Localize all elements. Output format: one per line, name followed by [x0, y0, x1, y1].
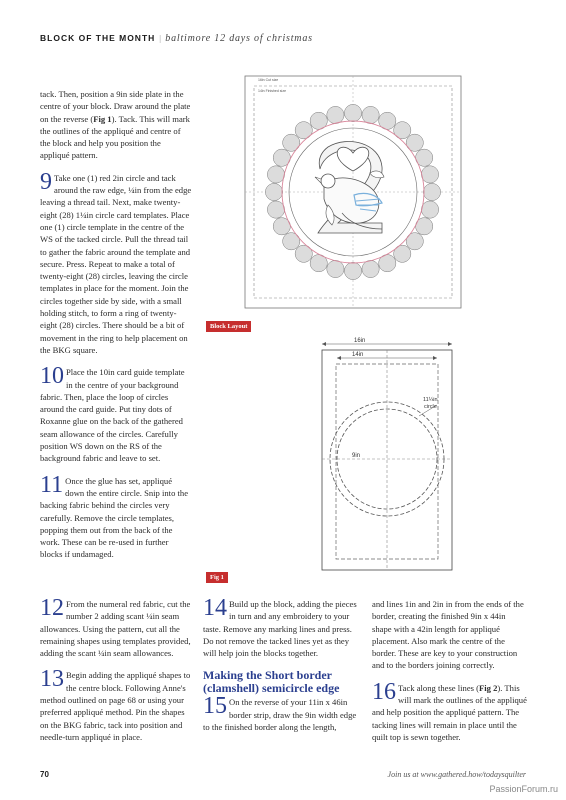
dim-16in: 16in	[354, 338, 366, 344]
step-text: Place the 10in card guide template in the centre of your background fabric. Then, place the loop of circles around the card guide. Put tiny dots of Roxanne glue on the back of the gathered seam allowance of the circles. Carefully position WS down on the RS of the background fabric and leave to set.	[40, 367, 185, 464]
ring-circle	[406, 233, 423, 250]
ring-circle	[327, 260, 344, 277]
step-number: 11	[40, 471, 64, 498]
step-text: From the numeral red fabric, cut the number 2 adding scant ¼in seam allowances. Using the pattern, cut all the remaining shapes using templates provided, adding the scant ¼in seam allowances.	[40, 599, 191, 659]
step-13	[40, 666, 192, 743]
cut-size-label: 16in Cut size	[258, 78, 279, 82]
step-number: 12	[40, 595, 64, 621]
step-14	[203, 595, 358, 659]
step-text: Once the glue has set, appliqué down the entire circle. Snip into the backing fabric behind the circles very carefully. Remove the circle templates, popping them out from the back of the work. These can be re-used in further blocks if undamaged.	[40, 475, 189, 560]
step-number: 9	[40, 168, 52, 195]
ring-circle	[362, 106, 379, 123]
ring-circle	[344, 262, 361, 279]
fig1-label: Fig 1	[206, 572, 228, 583]
page-footer	[40, 770, 526, 779]
left-column-bottom	[40, 595, 192, 753]
step-text: On the reverse of your 11in x 46in border strip, draw the 9in width edge to the finished border along the length,	[203, 697, 357, 733]
ring-circle	[267, 166, 284, 183]
page-number: 70	[40, 770, 49, 779]
step-number: 13	[40, 666, 64, 693]
ring-circle	[394, 122, 411, 139]
footer-url: Join us at www.gathered.how/todaysquilter	[387, 770, 526, 779]
ring-circle	[344, 104, 361, 121]
ring-circle	[406, 134, 423, 151]
step-number: 14	[203, 595, 227, 621]
ring-circle	[295, 245, 312, 262]
intro-paragraph: tack. Then, position a 9in side plate in the centre of your block. Draw around the plate on the reverse (Fig 1). Tack. This will mark the outlines of the appliqué and centre of the block and help you position the appliqué pattern.	[40, 89, 191, 161]
ring-circle	[421, 166, 438, 183]
step-text: Take one (1) red 2in circle and tack around the raw edge, ¼in from the edge leaving a thread tail. Next, make twenty-eight (28) 1¼in circle card templates. Place one (1) circle template in the centre of the WS of the tacked circle. Pull the thread tail to gather the fabric around the template and secure. Press. Repeat to make a total of twenty-eight (28) circles, leaving the circle templates in place for the moment. Join the circles together side by side, with a small holding stitch, to form a ring of twenty-eight (28) circles. There should be a bit of movement in the ring to help placement on the BKG square.	[40, 172, 192, 355]
ring-circle	[283, 134, 300, 151]
left-column	[40, 88, 192, 571]
step-11	[40, 471, 192, 561]
header-subtitle: baltimore 12 days of christmas	[165, 33, 313, 44]
step-number: 15	[203, 693, 227, 720]
ring-circle	[421, 201, 438, 218]
section-title: BLOCK OF THE MONTH	[40, 33, 156, 43]
right-column	[372, 598, 527, 753]
page-header	[40, 33, 526, 49]
fig1-diagram	[292, 334, 472, 574]
dim-circle-a: 11¼in	[423, 397, 438, 403]
dim-9in: 9in	[352, 453, 361, 459]
watermark: PassionForum.ru	[489, 784, 558, 794]
fig2-ref: Fig 2	[479, 682, 498, 693]
dim-14in: 14in	[352, 352, 364, 358]
fig1-ref: Fig 1	[93, 113, 112, 124]
section-heading: Making the Short border (clamshell) semicircle edge	[203, 668, 340, 695]
step-text: Build up the block, adding the pieces in turn and any embroidery to your taste. Remove any marking lines and press. Do not remove the tacked lines yet as they will help join the blocks together.	[203, 599, 357, 659]
step-number: 10	[40, 363, 64, 390]
ring-circle	[283, 233, 300, 250]
step-number: 16	[372, 678, 396, 705]
step-10	[40, 363, 192, 464]
finished-size-label: 14in Finished size	[258, 89, 287, 93]
block-layout-diagram	[242, 73, 464, 311]
step-9	[40, 168, 192, 356]
ring-circle	[362, 260, 379, 277]
step-15-continued: and lines 1in and 2in in from the ends of the border, creating the finished 9in x 44in shape with a 42in length for appliqué placement. Also mark the centre of the border. These are key to your construction and to the borders joining correctly.	[372, 599, 524, 671]
middle-column	[203, 595, 358, 743]
ring-circle	[394, 245, 411, 262]
ring-circle	[327, 106, 344, 123]
ring-circle	[267, 201, 284, 218]
ring-circle	[423, 183, 440, 200]
step-text: Begin adding the appliqué shapes to the centre block. Following Anne's method outlined on page 68 or using your preferred appliqué method. Pin the shapes on the BKG fabric, tack into position and needle-turn appliqué in place.	[40, 670, 191, 742]
step-12	[40, 595, 192, 659]
header-separator: |	[159, 33, 162, 43]
bird-head	[321, 174, 335, 188]
dim-circle-b: circle	[424, 404, 437, 410]
step-16: 16 Tack along these lines (Fig 2). This will mark the outlines of the appliqué and help position the appliqué pattern. The tacking lines will remain in place until the quilt top is sewn together.	[372, 678, 527, 742]
ring-circle	[295, 122, 312, 139]
ring-circle	[265, 183, 282, 200]
step-15	[203, 693, 358, 733]
block-layout-label: Block Layout	[206, 321, 251, 332]
